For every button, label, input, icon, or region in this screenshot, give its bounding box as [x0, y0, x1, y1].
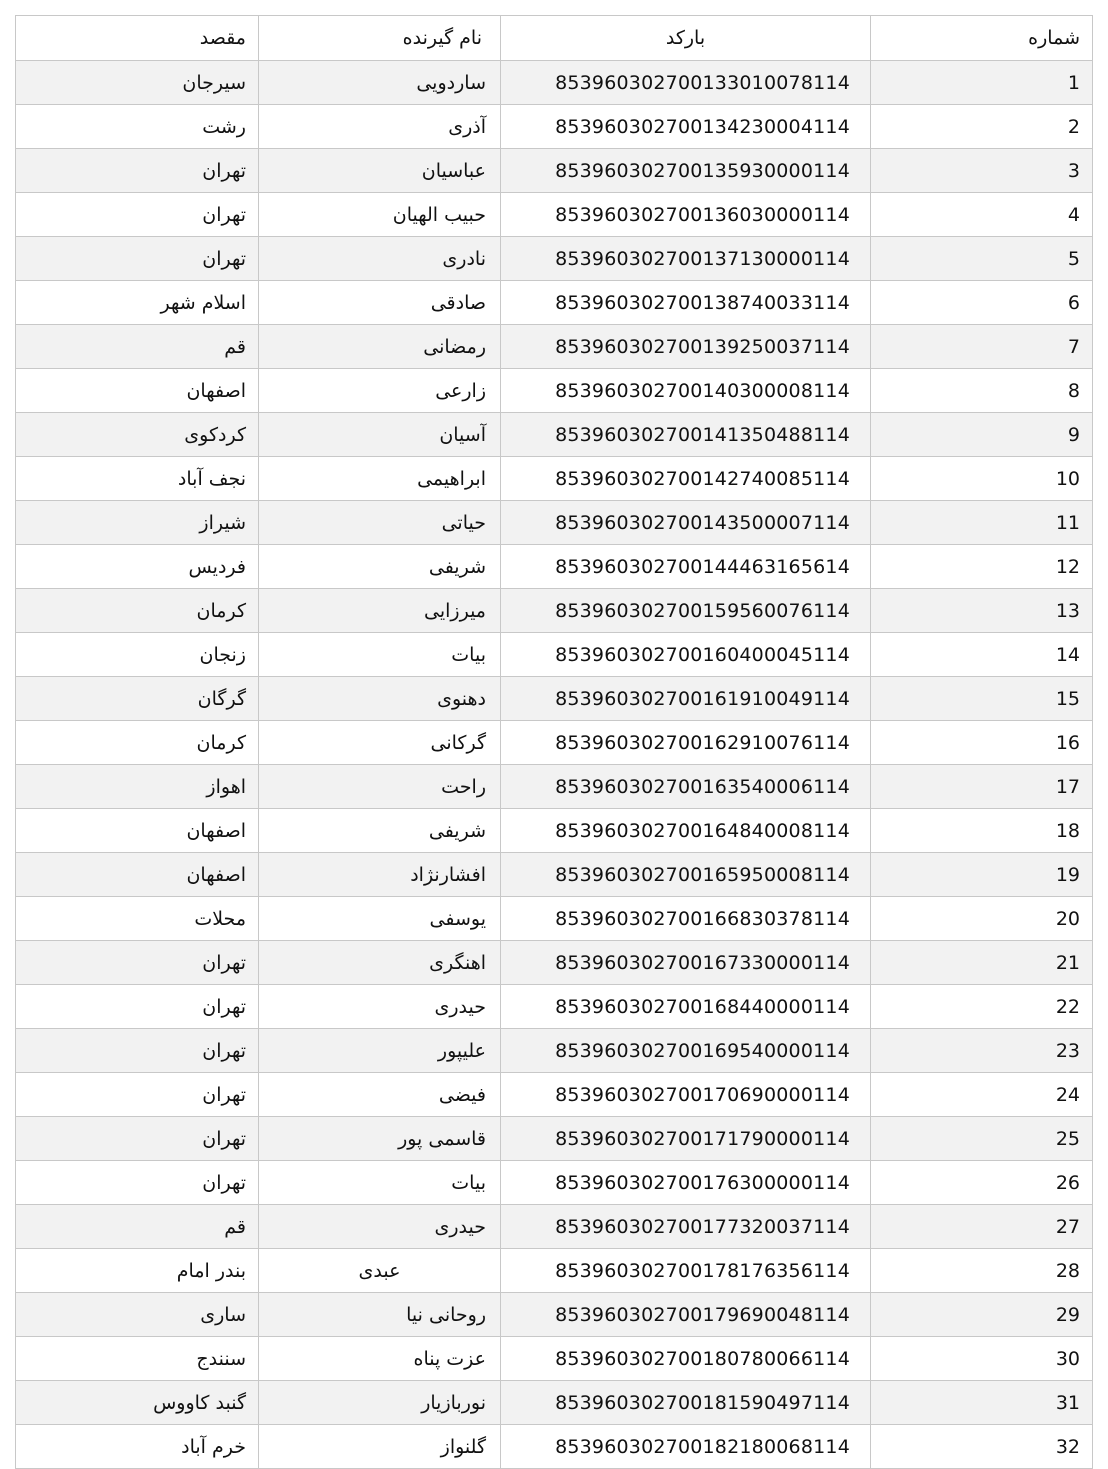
barcode-text: 85396030270016733000011	[555, 951, 838, 974]
destination-cell: کردکوی	[16, 413, 259, 457]
row-number-cell: 13	[871, 589, 1093, 633]
destination-cell: ساری	[16, 1293, 259, 1337]
barcode-text: 85396030270016191004911	[555, 687, 838, 710]
destination-cell: تهران	[16, 1117, 259, 1161]
barcode-text: 85396030270014030000811	[555, 379, 838, 402]
destination-cell: قم	[16, 325, 259, 369]
table-row	[16, 61, 1093, 105]
destination-cell: سیرجان	[16, 61, 259, 105]
barcode-tail-digit: 4	[837, 687, 850, 710]
row-number-cell: 27	[871, 1205, 1093, 1249]
barcode-text: 85396030270017630000011	[555, 1171, 838, 1194]
destination-cell: تهران	[16, 1161, 259, 1205]
recipient-name-cell: صادقی	[259, 281, 501, 325]
recipient-name-cell: یوسفی	[259, 897, 501, 941]
row-number-cell: 16	[871, 721, 1093, 765]
row-number-cell: 10	[871, 457, 1093, 501]
barcode-tail-digit: 4	[837, 555, 850, 578]
barcode-text: 85396030270017817635611	[555, 1259, 838, 1282]
destination-cell: تهران	[16, 149, 259, 193]
column-header-destination: مقصد	[16, 16, 259, 61]
destination-cell: قم	[16, 1205, 259, 1249]
barcode-text: 85396030270018218006811	[555, 1435, 838, 1458]
barcode-text: 85396030270017069000011	[555, 1083, 838, 1106]
barcode-tail-digit: 4	[837, 1347, 850, 1370]
destination-cell: اصفهان	[16, 853, 259, 897]
table-row	[16, 809, 1093, 853]
recipient-name-cell: اهنگری	[259, 941, 501, 985]
barcode-tail-digit: 4	[837, 863, 850, 886]
row-number-cell: 18	[871, 809, 1093, 853]
shipment-table-container	[15, 15, 1092, 1469]
row-number-cell: 17	[871, 765, 1093, 809]
recipient-name-cell: نادری	[259, 237, 501, 281]
table-row	[16, 1381, 1093, 1425]
barcode-text: 85396030270016291007611	[555, 731, 838, 754]
barcode-tail-digit: 4	[837, 1039, 850, 1062]
destination-cell: تهران	[16, 193, 259, 237]
barcode-text: 85396030270013713000011	[555, 247, 838, 270]
barcode-tail-digit: 4	[837, 467, 850, 490]
destination-cell: تهران	[16, 1073, 259, 1117]
barcode-text: 85396030270018159049711	[555, 1391, 838, 1414]
barcode-text: 85396030270014446316561	[555, 555, 838, 578]
barcode-cell	[501, 1293, 871, 1337]
barcode-cell	[501, 1161, 871, 1205]
barcode-cell	[501, 1029, 871, 1073]
recipient-name-cell: حیاتی	[259, 501, 501, 545]
column-header-number: شماره	[871, 16, 1093, 61]
row-number-cell: 30	[871, 1337, 1093, 1381]
destination-cell: اسلام شهر	[16, 281, 259, 325]
table-row	[16, 237, 1093, 281]
recipient-name-cell: گلنواز	[259, 1425, 501, 1469]
recipient-name-cell: گرکانی	[259, 721, 501, 765]
table-row	[16, 325, 1093, 369]
barcode-tail-digit: 4	[837, 1171, 850, 1194]
header-row	[16, 16, 1093, 61]
barcode-tail-digit: 4	[837, 907, 850, 930]
barcode-cell	[501, 633, 871, 677]
barcode-text: 85396030270014135048811	[555, 423, 838, 446]
barcode-text: 85396030270013423000411	[555, 115, 838, 138]
destination-cell: فردیس	[16, 545, 259, 589]
recipient-name-cell: ابراهیمی	[259, 457, 501, 501]
barcode-text: 85396030270016683037811	[555, 907, 838, 930]
row-number-cell: 21	[871, 941, 1093, 985]
recipient-name-cell: بیات	[259, 1161, 501, 1205]
recipient-name-cell: زارعی	[259, 369, 501, 413]
table-row	[16, 105, 1093, 149]
destination-cell: سنندج	[16, 1337, 259, 1381]
row-number-cell: 2	[871, 105, 1093, 149]
table-row	[16, 545, 1093, 589]
barcode-cell	[501, 677, 871, 721]
barcode-cell	[501, 589, 871, 633]
destination-cell: تهران	[16, 237, 259, 281]
recipient-name-cell: میرزایی	[259, 589, 501, 633]
row-number-cell: 24	[871, 1073, 1093, 1117]
row-number-cell: 8	[871, 369, 1093, 413]
barcode-cell	[501, 413, 871, 457]
row-number-cell: 7	[871, 325, 1093, 369]
recipient-name-cell: عزت پناه	[259, 1337, 501, 1381]
barcode-text: 85396030270016354000611	[555, 775, 838, 798]
barcode-cell	[501, 765, 871, 809]
barcode-cell	[501, 853, 871, 897]
table-row	[16, 1205, 1093, 1249]
recipient-name-cell: نوربازیار	[259, 1381, 501, 1425]
barcode-tail-digit: 4	[837, 71, 850, 94]
barcode-cell	[501, 1117, 871, 1161]
barcode-tail-digit: 4	[837, 1083, 850, 1106]
destination-cell: تهران	[16, 941, 259, 985]
barcode-cell	[501, 369, 871, 413]
destination-cell: کرمان	[16, 589, 259, 633]
destination-cell: رشت	[16, 105, 259, 149]
recipient-name-cell: عباسیان	[259, 149, 501, 193]
barcode-tail-digit: 4	[837, 1259, 850, 1282]
barcode-tail-digit: 4	[837, 951, 850, 974]
destination-cell: محلات	[16, 897, 259, 941]
destination-cell: گرگان	[16, 677, 259, 721]
barcode-cell	[501, 501, 871, 545]
barcode-cell	[501, 545, 871, 589]
table-row	[16, 501, 1093, 545]
barcode-cell	[501, 281, 871, 325]
recipient-name-cell: شریفی	[259, 809, 501, 853]
destination-cell: اهواز	[16, 765, 259, 809]
barcode-text: 85396030270016484000811	[555, 819, 838, 842]
barcode-text: 85396030270013925003711	[555, 335, 838, 358]
recipient-name-cell: بیات	[259, 633, 501, 677]
barcode-tail-digit: 4	[837, 379, 850, 402]
destination-cell: گنبد کاووس	[16, 1381, 259, 1425]
row-number-cell: 23	[871, 1029, 1093, 1073]
recipient-name-cell: ساردویی	[259, 61, 501, 105]
barcode-cell	[501, 1381, 871, 1425]
table-row	[16, 1425, 1093, 1469]
barcode-cell	[501, 325, 871, 369]
table-row	[16, 149, 1093, 193]
table-row	[16, 369, 1093, 413]
table-row	[16, 1293, 1093, 1337]
barcode-cell	[501, 149, 871, 193]
barcode-cell	[501, 237, 871, 281]
barcode-tail-digit: 4	[837, 1391, 850, 1414]
barcode-text: 85396030270018078006611	[555, 1347, 838, 1370]
barcode-cell	[501, 1205, 871, 1249]
destination-cell: بندر امام	[16, 1249, 259, 1293]
barcode-text: 85396030270013593000011	[555, 159, 838, 182]
row-number-cell: 26	[871, 1161, 1093, 1205]
barcode-cell	[501, 985, 871, 1029]
row-number-cell: 5	[871, 237, 1093, 281]
barcode-text: 85396030270015956007611	[555, 599, 838, 622]
barcode-cell	[501, 1337, 871, 1381]
row-number-cell: 12	[871, 545, 1093, 589]
recipient-name-cell: دهنوی	[259, 677, 501, 721]
barcode-cell	[501, 457, 871, 501]
barcode-tail-digit: 4	[837, 511, 850, 534]
table-row	[16, 765, 1093, 809]
recipient-name-cell: فیضی	[259, 1073, 501, 1117]
table-body	[16, 61, 1093, 1469]
destination-cell: خرم آباد	[16, 1425, 259, 1469]
barcode-text: 85396030270017732003711	[555, 1215, 838, 1238]
barcode-cell	[501, 1249, 871, 1293]
barcode-tail-digit: 4	[837, 291, 850, 314]
barcode-tail-digit: 4	[837, 643, 850, 666]
table-row	[16, 1337, 1093, 1381]
table-row	[16, 633, 1093, 677]
table-row	[16, 589, 1093, 633]
row-number-cell: 31	[871, 1381, 1093, 1425]
barcode-cell	[501, 941, 871, 985]
table-row	[16, 1161, 1093, 1205]
barcode-text: 85396030270017969004811	[555, 1303, 838, 1326]
barcode-text: 85396030270016040004511	[555, 643, 838, 666]
column-header-recipient: نام گیرنده	[259, 16, 501, 61]
barcode-tail-digit: 4	[837, 819, 850, 842]
recipient-name-cell: رمضانی	[259, 325, 501, 369]
row-number-cell: 9	[871, 413, 1093, 457]
table-row	[16, 677, 1093, 721]
row-number-cell: 20	[871, 897, 1093, 941]
destination-cell: زنجان	[16, 633, 259, 677]
row-number-cell: 6	[871, 281, 1093, 325]
destination-cell: نجف آباد	[16, 457, 259, 501]
barcode-text: 85396030270016595000811	[555, 863, 838, 886]
recipient-name-cell: حبیب الهیان	[259, 193, 501, 237]
row-number-cell: 14	[871, 633, 1093, 677]
barcode-tail-digit: 4	[837, 335, 850, 358]
table-row	[16, 853, 1093, 897]
row-number-cell: 1	[871, 61, 1093, 105]
barcode-tail-digit: 4	[837, 1435, 850, 1458]
barcode-text: 85396030270017179000011	[555, 1127, 838, 1150]
recipient-name-cell: عبدی	[259, 1249, 501, 1293]
table-row	[16, 1117, 1093, 1161]
row-number-cell: 4	[871, 193, 1093, 237]
recipient-name-cell: آسیان	[259, 413, 501, 457]
column-header-barcode: بارکد	[501, 16, 871, 61]
table-row	[16, 281, 1093, 325]
table-row	[16, 1249, 1093, 1293]
barcode-cell	[501, 809, 871, 853]
recipient-name-cell: حیدری	[259, 985, 501, 1029]
barcode-tail-digit: 4	[837, 599, 850, 622]
barcode-cell	[501, 1073, 871, 1117]
barcode-cell	[501, 897, 871, 941]
barcode-tail-digit: 4	[837, 423, 850, 446]
recipient-name-cell: آذری	[259, 105, 501, 149]
destination-cell: اصفهان	[16, 369, 259, 413]
destination-cell: اصفهان	[16, 809, 259, 853]
destination-cell: کرمان	[16, 721, 259, 765]
barcode-tail-digit: 4	[837, 115, 850, 138]
table-row	[16, 897, 1093, 941]
table-row	[16, 193, 1093, 237]
table-row	[16, 457, 1093, 501]
row-number-cell: 29	[871, 1293, 1093, 1337]
recipient-name-cell: علیپور	[259, 1029, 501, 1073]
table-row	[16, 941, 1093, 985]
barcode-tail-digit: 4	[837, 1215, 850, 1238]
row-number-cell: 15	[871, 677, 1093, 721]
barcode-cell	[501, 61, 871, 105]
recipient-name-cell: حیدری	[259, 1205, 501, 1249]
row-number-cell: 22	[871, 985, 1093, 1029]
row-number-cell: 3	[871, 149, 1093, 193]
barcode-text: 85396030270013301007811	[555, 71, 838, 94]
recipient-name-cell: قاسمی پور	[259, 1117, 501, 1161]
barcode-text: 85396030270016954000011	[555, 1039, 838, 1062]
recipient-name-cell: روحانی نیا	[259, 1293, 501, 1337]
barcode-text: 85396030270013874003311	[555, 291, 838, 314]
destination-cell: شیراز	[16, 501, 259, 545]
destination-cell: تهران	[16, 1029, 259, 1073]
barcode-tail-digit: 4	[837, 1127, 850, 1150]
table-row	[16, 985, 1093, 1029]
table-row	[16, 1073, 1093, 1117]
barcode-cell	[501, 105, 871, 149]
recipient-name-cell: راحت	[259, 765, 501, 809]
row-number-cell: 25	[871, 1117, 1093, 1161]
barcode-tail-digit: 4	[837, 731, 850, 754]
recipient-name-cell: شریفی	[259, 545, 501, 589]
barcode-tail-digit: 4	[837, 995, 850, 1018]
barcode-cell	[501, 721, 871, 765]
barcode-text: 85396030270014350000711	[555, 511, 838, 534]
barcode-cell	[501, 193, 871, 237]
row-number-cell: 32	[871, 1425, 1093, 1469]
barcode-tail-digit: 4	[837, 247, 850, 270]
row-number-cell: 19	[871, 853, 1093, 897]
barcode-tail-digit: 4	[837, 775, 850, 798]
barcode-text: 85396030270014274008511	[555, 467, 838, 490]
table-row	[16, 1029, 1093, 1073]
barcode-text: 85396030270016844000011	[555, 995, 838, 1018]
recipient-name-cell: افشارنژاد	[259, 853, 501, 897]
barcode-tail-digit: 4	[837, 203, 850, 226]
row-number-cell: 11	[871, 501, 1093, 545]
barcode-tail-digit: 4	[837, 159, 850, 182]
barcode-tail-digit: 4	[837, 1303, 850, 1326]
table-row	[16, 413, 1093, 457]
barcode-cell	[501, 1425, 871, 1469]
row-number-cell: 28	[871, 1249, 1093, 1293]
destination-cell: تهران	[16, 985, 259, 1029]
barcode-text: 85396030270013603000011	[555, 203, 838, 226]
shipment-table	[15, 15, 1093, 1469]
table-row	[16, 721, 1093, 765]
